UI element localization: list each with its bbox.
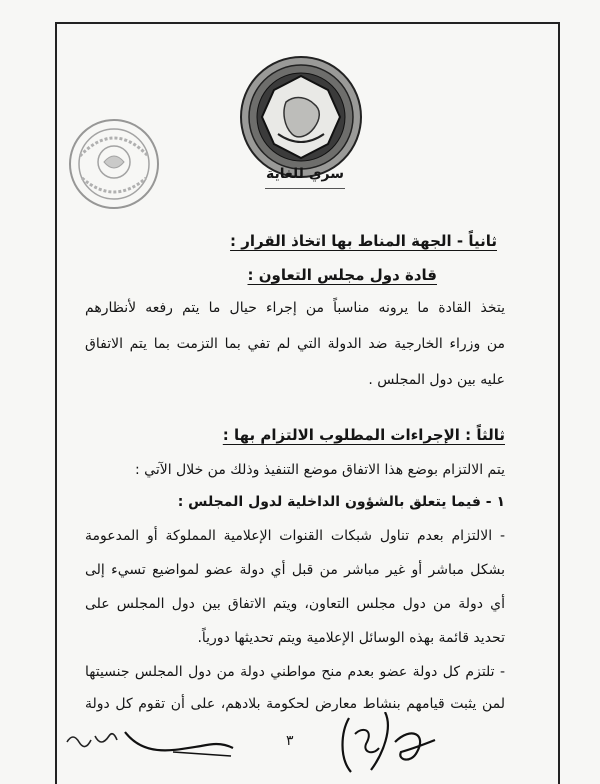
paragraph-two-line-2: لمن يثبت قيامهم بنشاط معارض لحكومة بلادهم، على أن تقوم كل دولة [85,696,505,712]
paragraph-one-line-2: بشكل مباشر أو غير مباشر من قبل أي دولة عضو لمواضيع تسيء إلى [85,562,505,578]
official-circular-stamp-icon [66,116,162,212]
section-two-line-1: يتخذ القادة ما يرونه مناسباً من إجراء حيال ما يتم رفعه لأنظارهم [85,300,505,316]
paragraph-one-line-4: تحديد قائمة بهذه الوسائل الإعلامية ويتم تحديثها دورياً. [197,630,505,646]
paragraph-one-line-3: أي دولة من دول مجلس التعاون، ويتم الاتفاق بين دول المجلس على [85,596,505,612]
section-two-heading: ثانياً - الجهة المناط بها اتخاذ القرار : [230,232,497,250]
page-number: ٣ [286,733,294,749]
section-two-line-2: من وزراء الخارجية ضد الدولة التي لم تفي بما التزمت بما يتم الاتفاق [85,336,505,352]
section-three-heading: ثالثاً : الإجراءات المطلوب الالتزام بها : [222,426,505,444]
handwritten-signatures-icon [55,712,560,782]
section-three-intro: يتم الالتزام بوضع هذا الاتفاق موضع التنفيذ وذلك من خلال الآتي : [135,462,505,478]
paragraph-one-line-1: - الالتزام بعدم تناول شبكات القنوات الإعلامية المملوكة أو المدعومة [85,528,505,544]
gcc-emblem-seal-icon [238,54,364,180]
section-two-line-3: عليه بين دول المجلس . [368,372,505,388]
classification-underline [265,188,345,189]
classification-label: سري للغاية [265,166,345,182]
section-two-subheading: قادة دول مجلس التعاون : [247,266,437,284]
paragraph-two-line-1: - تلتزم كل دولة عضو بعدم منح مواطني دولة من دول المجلس جنسيتها [85,664,505,680]
item-one-heading: ١ - فيما يتعلق بالشؤون الداخلية لدول المجلس : [177,494,505,510]
